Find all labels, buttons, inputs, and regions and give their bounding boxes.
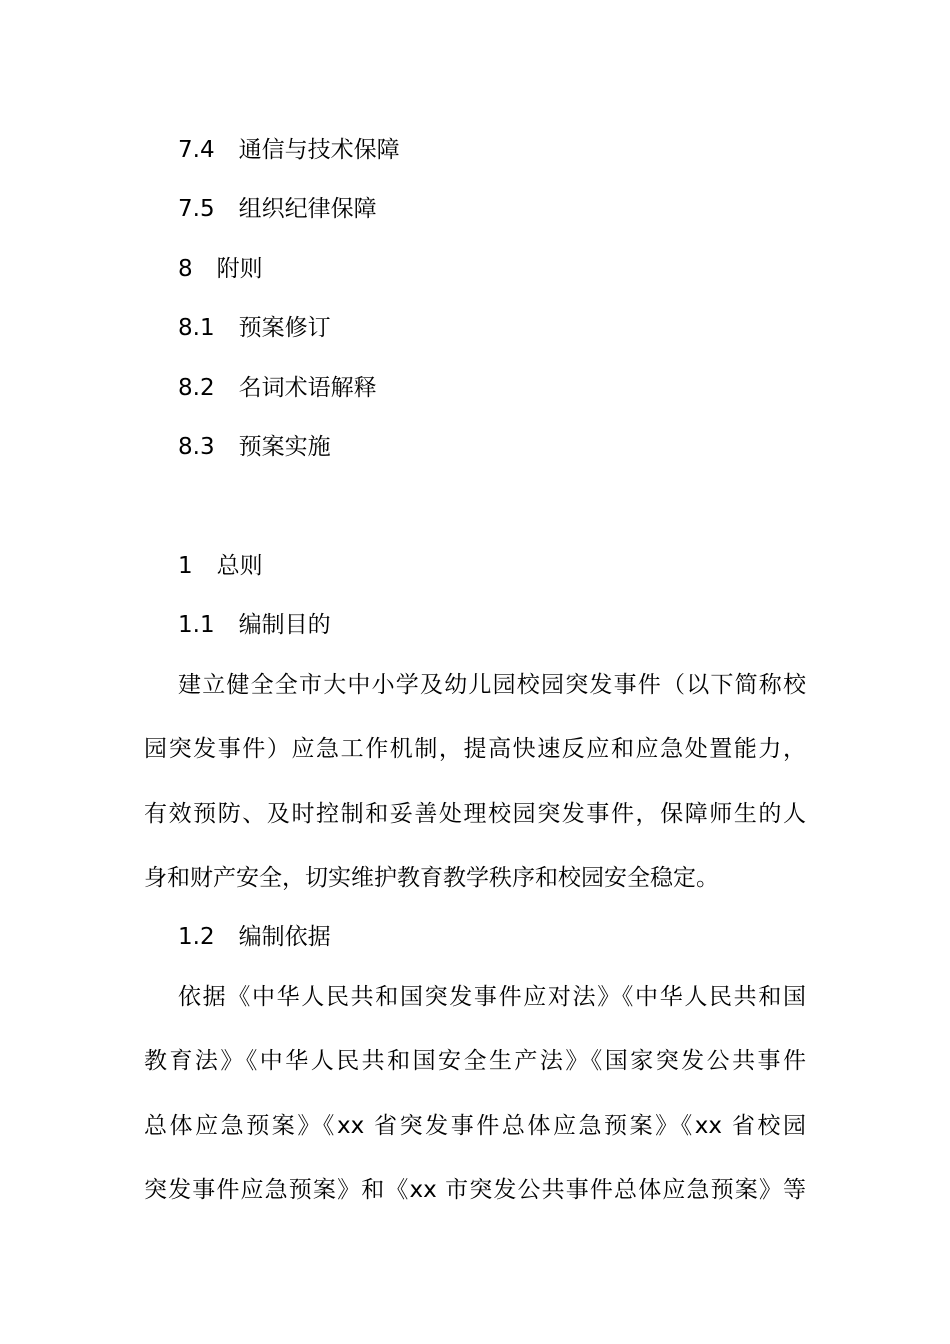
heading-number: 1.1: [178, 612, 215, 638]
heading-8: [178, 254, 263, 284]
heading-title: 预案实施: [238, 434, 331, 460]
heading-number: 8.3: [178, 434, 215, 460]
heading-title: 编制依据: [238, 924, 331, 950]
heading-title: 总则: [216, 553, 263, 579]
heading-1-1: [178, 610, 331, 640]
heading-number: 7.4: [178, 137, 215, 163]
heading-number: 8: [178, 256, 193, 282]
heading-8-3: [178, 432, 331, 462]
heading-title: 通信与技术保障: [238, 137, 400, 163]
heading-1-2: [178, 922, 331, 952]
heading-title: 组织纪律保障: [238, 196, 377, 222]
heading-number: 8.2: [178, 375, 215, 401]
heading-7-5: [178, 194, 377, 224]
paragraph-basis-line: 总体应急预案》《xx 省突发事件总体应急预案》《xx 省校园: [144, 1113, 806, 1139]
paragraph-purpose-line: 建立健全全市大中小学及幼儿园校园突发事件（以下简称校: [178, 672, 806, 698]
heading-8-1: [178, 313, 331, 343]
heading-title: 名词术语解释: [238, 375, 377, 401]
heading-title: 预案修订: [238, 315, 331, 341]
heading-title: 编制目的: [238, 612, 331, 638]
heading-title: 附则: [216, 256, 263, 282]
paragraph-basis-line: 依据《中华人民共和国突发事件应对法》《中华人民共和国: [178, 984, 806, 1010]
paragraph-basis-line: 突发事件应急预案》和《xx 市突发公共事件总体应急预案》等: [144, 1177, 806, 1203]
heading-number: 1: [178, 553, 193, 579]
heading-8-2: [178, 373, 377, 403]
heading-7-4: [178, 135, 400, 165]
paragraph-purpose-line: 身和财产安全，切实维护教育教学秩序和校园安全稳定。: [144, 865, 719, 891]
heading-1: [178, 551, 263, 581]
paragraph-purpose-line: 园突发事件）应急工作机制，提高快速反应和应急处置能力，: [144, 736, 806, 762]
heading-number: 1.2: [178, 924, 215, 950]
heading-number: 8.1: [178, 315, 215, 341]
paragraph-basis-line: 教育法》《中华人民共和国安全生产法》《国家突发公共事件: [144, 1048, 806, 1074]
heading-number: 7.5: [178, 196, 215, 222]
paragraph-purpose-line: 有效预防、及时控制和妥善处理校园突发事件，保障师生的人: [144, 801, 806, 827]
